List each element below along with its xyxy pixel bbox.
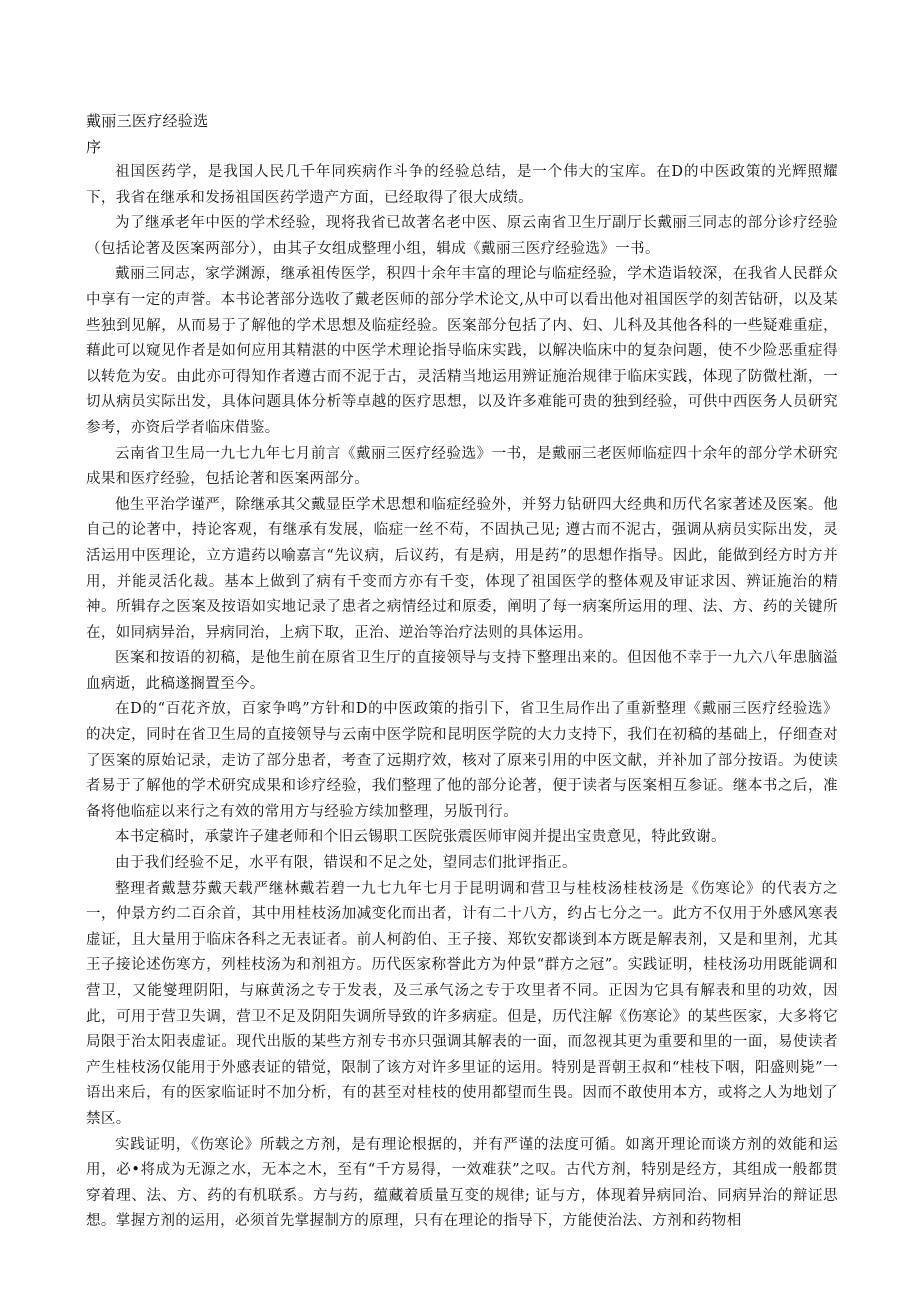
section-heading: 序: [86, 138, 102, 156]
paragraph: 实践证明，《伤寒论》所载之方剂，是有理论根据的，并有严谨的法度可循。如离开理论而谈方剂的效能和运用，必•将成为无源之水，无本之木，至有“千方易得，一效难获”之叹。古代方剂，特别是经方，其组成一般都贯穿着理、法、方、药的有机联系。方与药，蕴藏着质量互变的规律; 证与方，体现着异病同治、同病异治的辩证思想。掌握方剂的运用，必须首先掌握制方的原理，只有在理论的指导下，方能使治法、方剂和药物相: [86, 1136, 838, 1230]
paragraph: 戴丽三同志，家学渊源，继承祖传医学，积四十余年丰富的理论与临症经验，学术造诣较深，在我省人民群众中享有一定的声誉。本书论著部分选收了戴老医师的部分学术论文,从中可以看出他对祖国医学的刻苦钻研，以及某些独到见解，从而易于了解他的学术思想及临症经验。医案部分包括了内、妇、儿科及其他各科的一些疑难重症，藉此可以窥见作者是如何应用其精湛的中医学术理论指导临床实践，以解决临床中的复杂问题，使不少险恶重症得以转危为安。由此亦可得知作者遵古而不泥于古，灵活精当地运用辨证施治规律于临床实践，体现了防微杜渐，一切从病员实际出发，具体问题具体分析等卓越的医疗思想，以及许多难能可贵的独到经验，可供中西医务人员研究参考，亦资后学者临床借鉴。: [86, 266, 838, 436]
paragraph: 整理者戴慧芬戴天载严继林戴若碧一九七九年七月于昆明调和营卫与桂枝汤桂枝汤是《伤寒论》的代表方之一，仲景方约二百余首，其中用桂枝汤加减变化而出者，计有二十八方，约占七分之一。此方不仅用于外感风寒表虚证，且大量用于临床各科之无表证者。前人柯韵伯、王子接、郑钦安都谈到本方既是解表剂，又是和里剂，尤其王子接论述伤寒方，列桂枝汤为和剂祖方。历代医家称誉此方为仲景“群方之冠”。实践证明，桂枝汤功用既能调和营卫，又能燮理阴阳，与麻黄汤之专于发表，及三承气汤之专于攻里者不同。正因为它具有解表和里的功效，因此，可用于营卫失调，营卫不足及阴阳失调所导致的许多病症。但是，历代注解《伤寒论》的某些医家，大多将它局限于治太阳表虚证。现代出版的某些方剂专书亦只强调其解表的一面，而忽视其更为重要和里的一面，易使读者产生桂枝汤仅能用于外感表证的错觉，限制了该方对许多里证的运用。特别是晋朝王叔和“桂枝下咽，阳盛则毙”一语出来后，有的医家临证时不加分析，有的甚至对桂枝的使用都望而生畏。因而不敢使用本方，或将之人为地划了禁区。: [86, 880, 838, 1127]
paragraph: 他生平治学谨严，除继承其父戴显臣学术思想和临症经验外，并努力钻研四大经典和历代名家著述及医案。他自己的论著中，持论客观，有继承有发展，临症一丝不苟，不固执己见; 遵古而不泥古，强调从病员实际出发，灵活运用中医理论，立方遣药以喻嘉言“先议病，后议药，有是病，用是药”的思想作指导。因此，能做到经方时方并用，并能灵活化裁。基本上做到了病有千变而方亦有千变，体现了祖国医学的整体观及审证求因、辨证施治的精神。所辑存之医案及按语如实地记录了患者之病情经过和原委，阐明了每一病案所运用的理、法、方、药的关键所在，如同病异治，异病同治，上病下取，正治、逆治等治疗法则的具体运用。: [86, 496, 838, 641]
paragraph: 本书定稿时，承蒙许子建老师和个旧云锡职工医院张震医师审阅并提出宝贵意见，特此致谢。: [115, 829, 726, 846]
paragraph: 为了继承老年中医的学术经验，现将我省已故著名老中医、原云南省卫生厅副厅长戴丽三同志的部分诊疗经验（包括论著及医案两部分），由其子女组成整理小组，辑成《戴丽三医疗经验选》一书。: [86, 215, 838, 257]
paragraph: 云南省卫生局一九七九年七月前言《戴丽三医疗经验选》一书，是戴丽三老医师临症四十余年的部分学术研究成果和医疗经验，包括论著和医案两部分。: [86, 445, 838, 488]
paragraph: 由于我们经验不足，水平有限，错误和不足之处，望同志们批评指正。: [115, 855, 577, 872]
document-title: 戴丽三医疗经验选: [86, 112, 209, 130]
paragraph: 医案和按语的初稿，是他生前在原省卫生厅的直接领导与支持下整理出来的。但因他不幸于一九六八年患脑溢血病逝，此稿遂搁置至今。: [86, 650, 838, 692]
document-page: [86, 108, 838, 1235]
paragraph: 祖国医药学，是我国人民几千年同疾病作斗争的经验总结，是一个伟大的宝库。在D的中医政策的光辉照耀下，我省在继承和发扬祖国医药学遗产方面，已经取得了很大成绩。: [86, 164, 838, 206]
paragraph: 在D的“百花齐放，百家争鸣”方针和D的中医政策的指引下，省卫生局作出了重新整理《戴丽三医疗经验选》的决定，同时在省卫生局的直接领导与云南中医学院和昆明医学院的大力支持下，我们在初稿的基础上，仔细查对了医案的原始记录，走访了部分患者，考查了远期疗效，核对了原来引用的中医文献，并补加了部分按语。为使读者易于了解他的学术研究成果和诊疗经验，我们整理了他的部分论著，便于读者与医案相互参证。继本书之后，准备将他临症以来行之有效的常用方与经验方续加整理，另版刊行。: [86, 701, 838, 820]
